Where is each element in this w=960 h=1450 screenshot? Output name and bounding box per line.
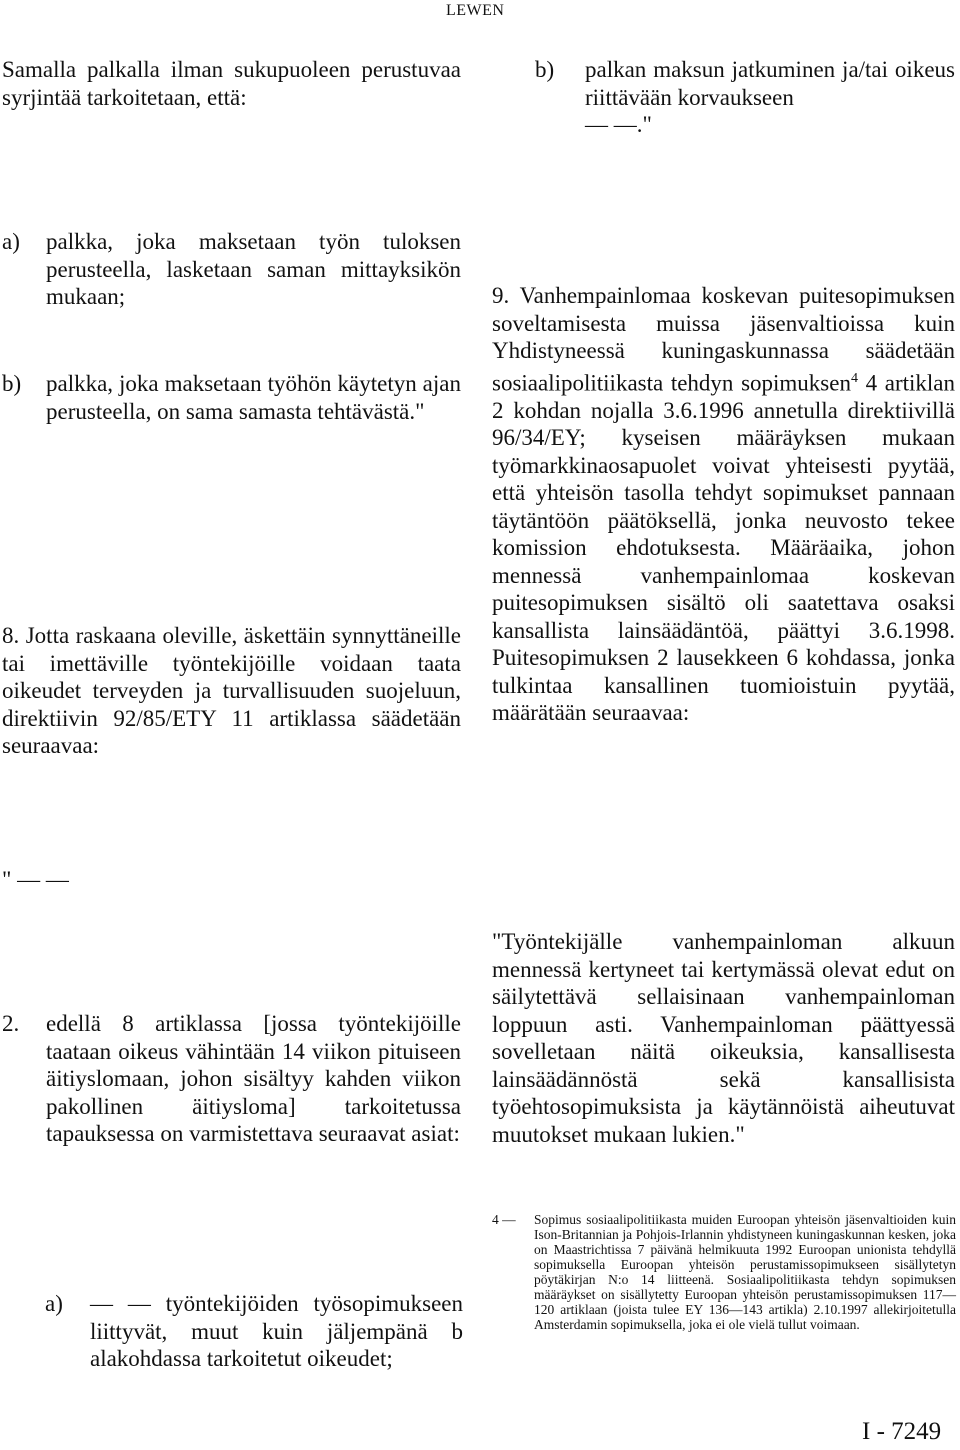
footnote-4-label: 4 —: [492, 1212, 516, 1227]
paragraph-9-text-a: 9. Vanhempainlomaa koskevan puitesopimuksen soveltamisesta muissa jäsenvaltioissa kuin Yhdistyneessä kuningaskunnassa säädetään sosiaalipolitiikasta tehdyn sopimuksen: [492, 283, 955, 396]
paragraph-2-text: edellä 8 artiklassa [jossa työntekijöille taataan oikeus vähintään 14 viikon pituiseen äitiyslomaan, johon sisältyy kahden viikon pakollinen äitiysloma] tarkoitetussa tapauksessa on varmistettava seuraavat asiat:: [46, 1011, 461, 1146]
right-item-b: [535, 56, 955, 139]
right-item-b-text: palkan maksun jatkuminen ja/tai oikeus riittävään korvaukseen: [585, 57, 955, 110]
quoted-clause: "Työntekijälle vanhempainloman alkuun mennessä kertyneet tai kertymässä olevat edut on säilytettävä sellaisinaan vanhempainloman loppuun asti. Vanhempainloman päättyessä sovelletaan näitä oikeuksia, kansallisesta lainsäädännöstä sekä kansallisista työehtosopimuksista ja käytännöistä aiheutuvat muutokset mukaan lukien.": [492, 929, 955, 1147]
list-item-a: [2, 228, 461, 311]
list-item-a-text: palkka, joka maksetaan työn tuloksen perusteella, lasketaan saman mittayksikön mukaan;: [46, 229, 461, 309]
footnote-ref-4: 4: [850, 370, 858, 386]
list-item-b-label: b): [2, 371, 22, 396]
page-number: I - 7249: [862, 1418, 942, 1445]
paragraph-2: [2, 1010, 461, 1148]
paragraph-2-label: 2.: [2, 1011, 20, 1036]
list-item-a-label: a): [2, 229, 20, 254]
paragraph-2a-label: a): [45, 1291, 63, 1316]
intro-paragraph: Samalla palkalla ilman sukupuoleen perustuvaa syrjintää tarkoitetaan, että:: [2, 57, 461, 110]
paragraph-9-text-b: 4 artiklan 2 kohdan nojalla 3.6.1996 annetulla direktiivillä 96/34/EY; kyseisen määräyksen mukaan työmarkkinaosapuolet voivat yhteisesti pyytää, että yhteisön tasolla tehdyt sopimukset pannaan täytäntöön päätöksellä, jonka neuvosto tekee komission ehdotuksesta. Määräaika, johon mennessä vanhempainlomaa koskevan puitesopimuksen sisältö oli saatettava osaksi kansallista lainsäädäntöä, päättyi 3.6.1998. Puitesopimuksen 2 lausekkeen 6 kohdassa, jonka tulkintaa kansallinen tuomioistuin pyytää, määrätään seuraavaa:: [492, 370, 955, 726]
paragraph-2a: [45, 1290, 463, 1373]
footnote-4-text: Sopimus sosiaalipolitiikasta muiden Euroopan yhteisön jäsenvaltioiden kuin Ison-Britannian ja Pohjois-Irlannin yhdistyneen kuningaskunnan kesken, joka on Maastrichtissa 7 päivänä helmikuuta 1992 Euroopan unionista tehdyllä sopimuksella Euroopan yhteisön perustamissopimukseen sisällytetyn pöytäkirjan N:o 14 liitteenä. Sosiaalipolitiikasta tehdyn sopimuksen määräykset on sisällytetty Euroopan yhteisön perustamissopimuksen 117—120 artiklaan (joista tulee EY 136—143 artikla) 2.10.1997 allekirjoitetulla Amsterdamin sopimuksella, joka ei ole vielä tullut voimaan.: [534, 1212, 956, 1332]
list-item-b-text: palkka, joka maksetaan työhön käytetyn ajan perusteella, on sama samasta tehtävästä.": [46, 371, 461, 424]
paragraph-9: [492, 282, 955, 727]
right-item-b-label: b): [535, 57, 555, 82]
right-item-b-end: — —.": [585, 112, 652, 137]
running-head: LEWEN: [446, 2, 505, 19]
paragraph-2a-text: — — työntekijöiden työsopimukseen liittyvät, muut kuin jäljempänä b alakohdassa tarkoitetut oikeudet;: [90, 1291, 463, 1371]
paragraph-8: 8. Jotta raskaana oleville, äskettäin synnyttäneille tai imettäville työntekijöille voidaan taata oikeudet terveyden ja turvallisuuden suojeluun, direktiivin 92/85/ETY 11 artiklassa säädetään seuraavaa:: [2, 623, 461, 758]
quote-open-dashes: " — —: [2, 867, 69, 892]
list-item-b: [2, 370, 461, 425]
footnote-4: [492, 1212, 956, 1332]
